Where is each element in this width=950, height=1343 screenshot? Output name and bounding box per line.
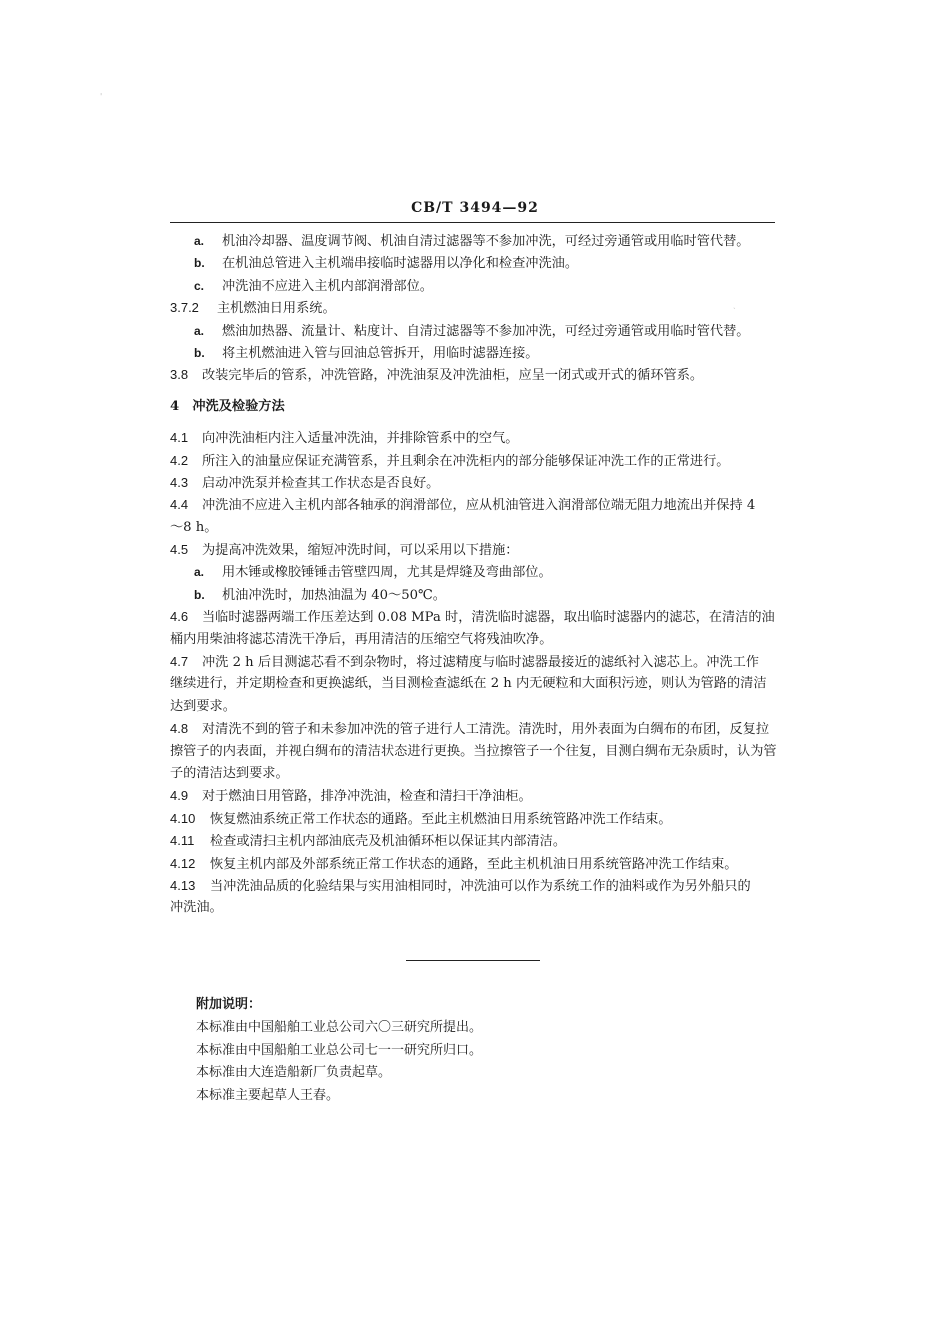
- clause-continuation: ～8 h。: [170, 519, 218, 535]
- clause-4-12: [170, 853, 775, 875]
- clause-number: 4.7: [170, 654, 189, 670]
- notes-line: 本标准由中国船舶工业总公司七一一研究所归口。: [196, 1042, 483, 1058]
- clause-text: 冲洗 2 h 后目测滤芯看不到杂物时，将过滤精度与临时滤器最接近的滤纸衬入滤芯上。冲洗工作: [202, 655, 759, 671]
- clause-number: 4.4: [170, 497, 189, 513]
- clause-continuation: 达到要求。: [170, 698, 236, 714]
- clause-text: 主机燃油日用系统。: [217, 301, 336, 317]
- clause-number: 4.5: [170, 542, 189, 558]
- clause-text: 检查或清扫主机内部油底壳及机油循环柜以保证其内部清洁。: [210, 834, 567, 850]
- item-label: a.: [194, 234, 205, 248]
- list-item: [170, 584, 775, 606]
- item-text: 用木锤或橡胶锤锤击管壁四周，尤其是焊缝及弯曲部位。: [222, 565, 552, 581]
- clause-3-8: [170, 364, 775, 386]
- clause-4-3: [170, 472, 775, 494]
- clause-text: 对清洗不到的管子和未参加冲洗的管子进行人工清洗。清洗时，用外表面为白绸布的布团，反复拉: [202, 722, 770, 738]
- clause-text: 恢复主机内部及外部系统正常工作状态的通路，至此主机机油日用系统管路冲洗工作结束。: [210, 856, 738, 872]
- clause-4-1: [170, 427, 775, 449]
- clause-text: 向冲洗油柜内注入适量冲洗油，并排除管系中的空气。: [202, 431, 519, 447]
- scan-speck: ': [100, 92, 103, 101]
- clause-4-11: [170, 830, 775, 852]
- document-body: [170, 230, 775, 920]
- item-label: b.: [194, 345, 205, 360]
- notes-line: 本标准由中国船舶工业总公司六〇三研究所提出。: [196, 1019, 483, 1035]
- list-item: [170, 252, 775, 274]
- clause-4-5: [170, 539, 775, 561]
- clause-number: 4.10: [170, 810, 196, 826]
- clause-number: 4.6: [170, 609, 189, 625]
- item-text: 机油冲洗时，加热油温为 40～50℃。: [222, 587, 446, 603]
- clause-number: 4.9: [170, 788, 189, 804]
- clause-text: 改装完毕后的管系，冲洗管路，冲洗油泵及冲洗油柜，应呈一闭式或开式的循环管系。: [202, 368, 704, 384]
- clause-number: 4.2: [170, 452, 189, 468]
- clause-continuation: 继续进行，并定期检查和更换滤纸，当目测检查滤纸在 2 h 内无硬粒和大面积污迹，则认为管路的清洁: [170, 676, 767, 692]
- document-code: CB/T 3494—92: [411, 200, 539, 216]
- clause-3-7-2: [170, 297, 775, 319]
- additional-notes: [196, 994, 482, 1108]
- end-rule: [406, 960, 540, 961]
- clause-text: 当临时滤器两端工作压差达到 0.08 MPa 时，清洗临时滤器，取出临时滤器内的滤芯，在清洁的油: [202, 610, 775, 626]
- clause-4-8: [170, 718, 775, 740]
- item-text: 在机油总管进入主机端串接临时滤器用以净化和检查冲洗油。: [222, 256, 579, 272]
- clause-4-9: [170, 785, 775, 807]
- clause-number: 4.3: [170, 474, 189, 490]
- clause-number: 4.1: [170, 430, 189, 446]
- item-label: b.: [194, 256, 205, 271]
- clause-text: 对于燃油日用管路，排净冲洗油，检查和清扫干净油柜。: [202, 789, 532, 805]
- clause-number: 4.13: [170, 877, 196, 893]
- clause-text: 当冲洗油品质的化验结果与实用油相同时，冲洗油可以作为系统工作的油料或作为另外船只的: [210, 878, 751, 894]
- clause-text: 冲洗油不应进入主机内部各轴承的润滑部位，应从机油管进入润滑部位端无阻力地流出并保持 4: [202, 498, 756, 514]
- clause-number: 3.8: [170, 367, 189, 383]
- item-label: a.: [194, 323, 205, 338]
- list-item: [170, 275, 775, 297]
- clause-4-10: [170, 808, 775, 830]
- clause-number: 4.12: [170, 855, 196, 871]
- scan-speck: ˏ: [733, 300, 736, 309]
- notes-line: 本标准由大连造船新厂负责起草。: [196, 1065, 392, 1081]
- header-rule: [170, 222, 775, 223]
- list-item: [170, 561, 775, 583]
- item-text: 将主机燃油进入管与回油总管拆开，用临时滤器连接。: [222, 345, 539, 361]
- clause-text: 为提高冲洗效果，缩短冲洗时间，可以采用以下措施：: [202, 543, 519, 559]
- clause-4-4: [170, 494, 775, 516]
- item-label: c.: [194, 278, 205, 293]
- clause-continuation: 桶内用柴油将滤芯清洗干净后，再用清洁的压缩空气将残油吹净。: [170, 631, 553, 647]
- section-heading: 4 冲洗及检验方法: [170, 398, 285, 414]
- clause-4-2: [170, 450, 775, 472]
- clause-4-6: [170, 606, 775, 628]
- item-label: b.: [194, 587, 205, 602]
- clause-continuation: 子的清洁达到要求。: [170, 765, 289, 781]
- clause-continuation: 擦管子的内表面，并视白绸布的清洁状态进行更换。当拉擦管子一个往复，目测白绸布无杂质时，认为管: [170, 743, 777, 759]
- clause-text: 所注入的油量应保证充满管系，并且剩余在冲洗柜内的部分能够保证冲洗工作的正常进行。: [202, 453, 730, 469]
- item-label: a.: [194, 565, 205, 580]
- clause-4-7: [170, 651, 775, 673]
- notes-title: 附加说明：: [196, 997, 262, 1012]
- clause-text: 恢复燃油系统正常工作状态的通路。至此主机燃油日用系统管路冲洗工作结束。: [210, 811, 672, 827]
- list-item: [170, 342, 775, 364]
- item-text: 机油冷却器、温度调节阀、机油自清过滤器等不参加冲洗，可经过旁通管或用临时管代替。: [222, 234, 750, 249]
- item-text: 燃油加热器、流量计、粘度计、自清过滤器等不参加冲洗，可经过旁通管或用临时管代替。: [222, 323, 750, 339]
- clause-text: 启动冲洗泵并检查其工作状态是否良好。: [202, 475, 440, 491]
- clause-continuation: 冲洗油。: [170, 900, 223, 916]
- item-text: 冲洗油不应进入主机内部润滑部位。: [222, 278, 433, 294]
- list-item: [170, 230, 775, 252]
- list-item: [170, 320, 775, 342]
- clause-number: 3.7.2: [170, 300, 199, 316]
- clause-number: 4.11: [170, 833, 195, 849]
- clause-number: 4.8: [170, 721, 189, 737]
- notes-line: 本标准主要起草人王春。: [196, 1088, 340, 1104]
- clause-4-13: [170, 875, 775, 897]
